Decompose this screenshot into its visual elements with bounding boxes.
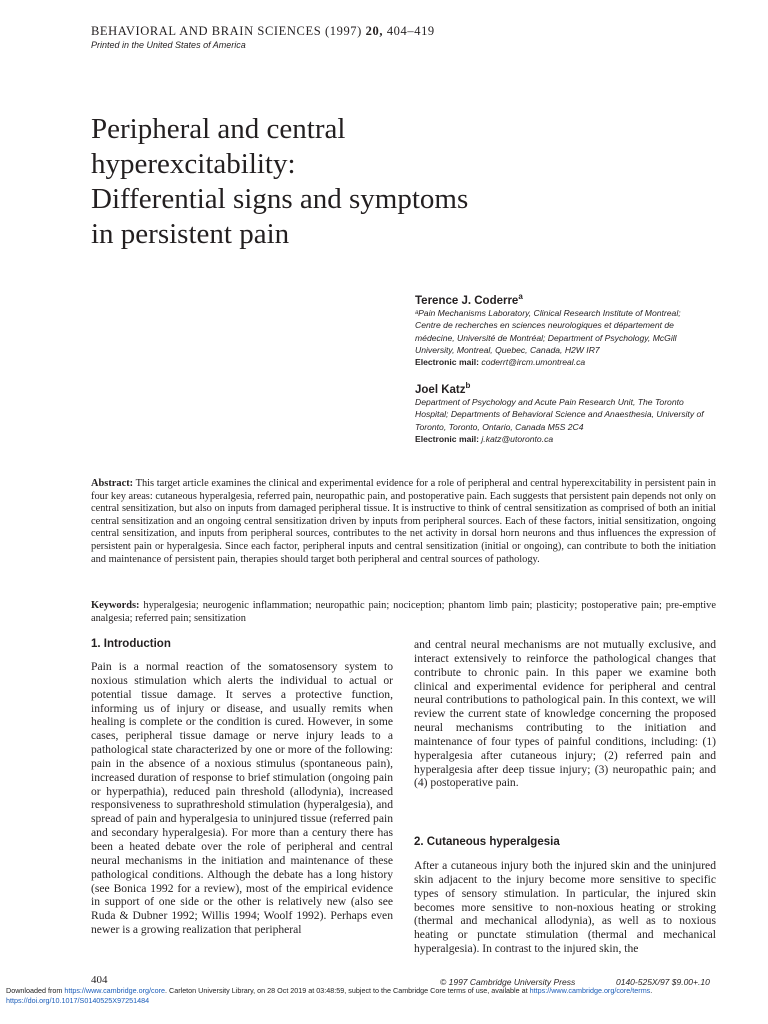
- author-email: Electronic mail: j.katz@utoronto.ca: [415, 433, 554, 444]
- section-heading-cutaneous: 2. Cutaneous hyperalgesia: [414, 836, 560, 848]
- price-code: 0140-525X/97 $9.00+.10: [616, 977, 710, 987]
- terms-link[interactable]: https://www.cambridge.org/core/terms: [529, 986, 651, 995]
- journal-name: BEHAVIORAL AND BRAIN SCIENCES (1997): [91, 24, 366, 38]
- journal-pages: 404–419: [383, 24, 435, 38]
- abstract-text: This target article examines the clinical and experimental evidence for a role of peripheral and central hyperexcitability in persistent pain in four key areas: cutaneous hyperalgesia, referred pain, neuropathic pain, and postoperative pain. Each suggests that persistent pain depends not only on central sensitization, but also on inputs from damaged peripheral tissue. It is instructive to think of central sensitization as comprised of both an initial central sensitization and an ongoing central sensitization driven by inputs from peripheral sources. Each of these factors, initial sensitization, ongoing central sensitization, and inputs from peripheral sources, contributes to the net activity in dorsal horn neurons and thus influences the expression of persistent pain or hyperalgesia. Since each factor, peripheral inputs and central sensitization (initial or ongoing), can contribute to both the initiation and maintenance of persistent pain, therapies should target both peripheral and central sources of pathology.: [91, 478, 716, 565]
- right-column-text: and central neural mechanisms are not mutually exclusive, and interact extensively to reinforce the pathological changes that contribute to chronic pain. In this paper we examine both clinical and experimental evidence for peripheral and central neural contributions to pathological pain. In this context, we will review the current state of knowledge concerning the proposed neural mechanisms contributing to the initiation and maintenance of four types of painful conditions, including: (1) hyperalgesia after cutaneous injury; (2) referred pain and hyperalgesia after deep tissue injury; (3) neuropathic pain; and (4) postoperative pain.: [414, 638, 716, 790]
- journal-volume: 20,: [365, 24, 384, 38]
- doi-link[interactable]: https://doi.org/10.1017/S0140525X97251484: [6, 995, 150, 1005]
- introduction-text: Pain is a normal reaction of the somatosensory system to noxious stimulation which alerts the individual to actual or potential tissue damage. It serves a protective function, informing us of injury or disease, and usually remits when healing is complete or the condition is cured. However, in some cases, peripheral tissue damage or nerve injury leads to a pathological state characterized by one or more of the following: pain in the absence of a noxious stimulus (spontaneous pain), increased duration of response to brief stimulation (ongoing pain or hyperpathia), reduced pain threshold (allodynia), increased responsiveness to suprathreshold stimulation (hyperalgesia), and spread of pain and hyperalgesia to uninjured tissue (referred pain and secondary hyperalgesia). For more than a century there has been a heated debate over the role of peripheral and central neural mechanisms in the initiation and maintenance of these pathological conditions. Although the debate has a long history (see Bonica 1992 for a review), most of the empirical evidence in support of one side or the other is relatively new (also see Ruda & Dubner 1992; Willis 1994; Woolf 1992). Perhaps even newer is a growing realization that peripheral: [91, 660, 393, 937]
- printed-note: Printed in the United States of America: [91, 40, 246, 50]
- title-line: Differential signs and symptoms: [91, 183, 469, 215]
- copyright: © 1997 Cambridge University Press: [440, 977, 576, 987]
- journal-header: [91, 24, 435, 39]
- author-affiliation: ᵃPain Mechanisms Laboratory, Clinical Research Institute of Montreal; Centre de recherches en sciences neurologiques et département de médecine, Université de Montréal; Department of Psychology, McGill University, Montreal, Quebec, Canada, H2W IR7 Electronic mail: coderrt@ircm.umontreal.ca: [415, 307, 725, 368]
- title-line: hyperexcitability:: [91, 148, 296, 180]
- author-name: Terence J. Coderre$^a$: [415, 292, 523, 307]
- article-title: [91, 112, 531, 252]
- cutaneous-text: After a cutaneous injury both the injured skin and the uninjured skin adjacent to the injury become more sensitive to specific types of sensory stimulation. In particular, the injured skin becomes more sensitive to non-noxious heating or stroking (thermal and mechanical allodynia), as well as to noxious heating or punctate stimulation (thermal and mechanical hyperalgesia). In contrast to the injured skin, the: [414, 859, 716, 956]
- keywords-label: Keywords:: [91, 600, 140, 611]
- download-notice: Downloaded from https://www.cambridge.org/core. Carleton University Library, on 28 Oct 2019 at 03:48:59, subject to the Cambridge Core terms of use, available at https://www.cambridge.org/core/terms. https://doi.org/10.1017/S0140525X97251484: [6, 986, 653, 1005]
- core-link[interactable]: https://www.cambridge.org/core: [64, 986, 166, 995]
- author-email: Electronic mail: coderrt@ircm.umontreal.ca: [415, 357, 586, 368]
- author-affiliation: Department of Psychology and Acute Pain Research Unit, The Toronto Hospital; Departments of Behavioral Science and Anaesthesia, University of Toronto, Toronto, Ontario, Canada M5S 2C4 Electronic mail: j.katz@utoronto.ca: [415, 396, 725, 445]
- title-line: Peripheral and central: [91, 113, 346, 145]
- title-line: in persistent pain: [91, 218, 290, 250]
- section-heading-introduction: 1. Introduction: [91, 638, 171, 650]
- keywords-text: hyperalgesia; neurogenic inflammation; neuropathic pain; nociception; phantom limb pain; plasticity; postoperative pain; pre-emptive analgesia; referred pain; sensitization: [91, 600, 716, 624]
- keywords: [91, 600, 716, 625]
- page-number: 404: [91, 974, 108, 986]
- abstract: [91, 478, 716, 566]
- author-name: Joel Katz$^b$: [415, 381, 471, 396]
- abstract-label: Abstract:: [91, 478, 134, 489]
